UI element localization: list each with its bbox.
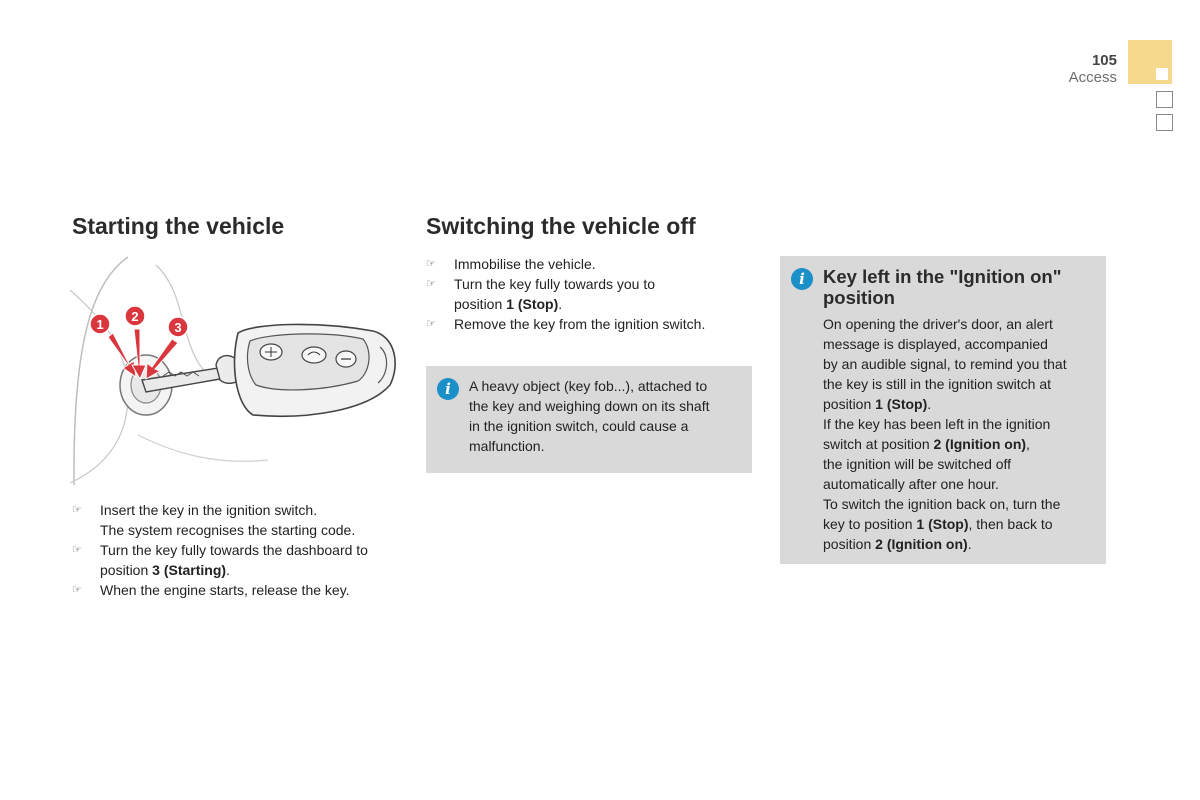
bullet-hand-icon: ☞ [426, 318, 436, 330]
bullet-hand-icon: ☞ [72, 584, 82, 596]
svg-text:3: 3 [174, 320, 182, 335]
heavy-object-note [426, 366, 752, 473]
list-item: ☞ Turn the key fully towards the dashboard to position 3 (Starting). [72, 542, 368, 578]
key-left-note [780, 256, 1106, 564]
switching-title: Switching the vehicle off [426, 213, 696, 239]
bullet-hand-icon: ☞ [72, 504, 82, 516]
svg-text:1: 1 [96, 317, 104, 332]
chapter-tab [1156, 114, 1173, 131]
bullet-hand-icon: ☞ [426, 278, 436, 290]
starting-steps [72, 500, 412, 600]
list-item: ☞ Immobilise the vehicle. [426, 256, 596, 272]
ignition-key-drawing [68, 255, 403, 490]
info-icon: i [437, 378, 459, 400]
chapter-tab-marker [1156, 68, 1168, 80]
callout-2 [125, 306, 145, 326]
info-icon: i [791, 268, 813, 290]
callout-1 [90, 314, 110, 334]
chapter-tab [1156, 91, 1173, 108]
bullet-hand-icon: ☞ [426, 258, 436, 270]
note-text: A heavy object (key fob...), attached to the key and weighing down on its shaft in the ignition switch, could cause a malfunction. [469, 378, 710, 454]
bullet-hand-icon: ☞ [72, 544, 82, 556]
list-item: ☞ When the engine starts, release the key. [72, 582, 350, 598]
key-left-body: On opening the driver's door, an alert message is displayed, accompanied by an audible signal, to remind you that the key is still in the ignition switch at position 1 (Stop). If the key has been left in the ignition switch at position 2 (Ignition on), the ignition will be switched off automatically after one hour. To switch the ignition back on, turn the key to position 1 (Stop), then back to position 2 (Ignition on). [823, 316, 1067, 552]
list-item: ☞ Turn the key fully towards you to position 1 (Stop). [426, 276, 656, 312]
svg-text:2: 2 [131, 309, 139, 324]
callout-3 [168, 317, 188, 337]
list-item: ☞ Remove the key from the ignition switch. [426, 316, 706, 332]
section-name: Access [1068, 69, 1117, 86]
key-left-title: Key left in the "Ignition on" position [823, 266, 1062, 308]
starting-title: Starting the vehicle [72, 213, 285, 239]
page-number: 105 [1091, 52, 1117, 69]
switching-steps [426, 254, 756, 334]
ignition-key-illustration [68, 255, 403, 490]
list-item: ☞ Insert the key in the ignition switch. The system recognises the starting code. [72, 502, 356, 538]
